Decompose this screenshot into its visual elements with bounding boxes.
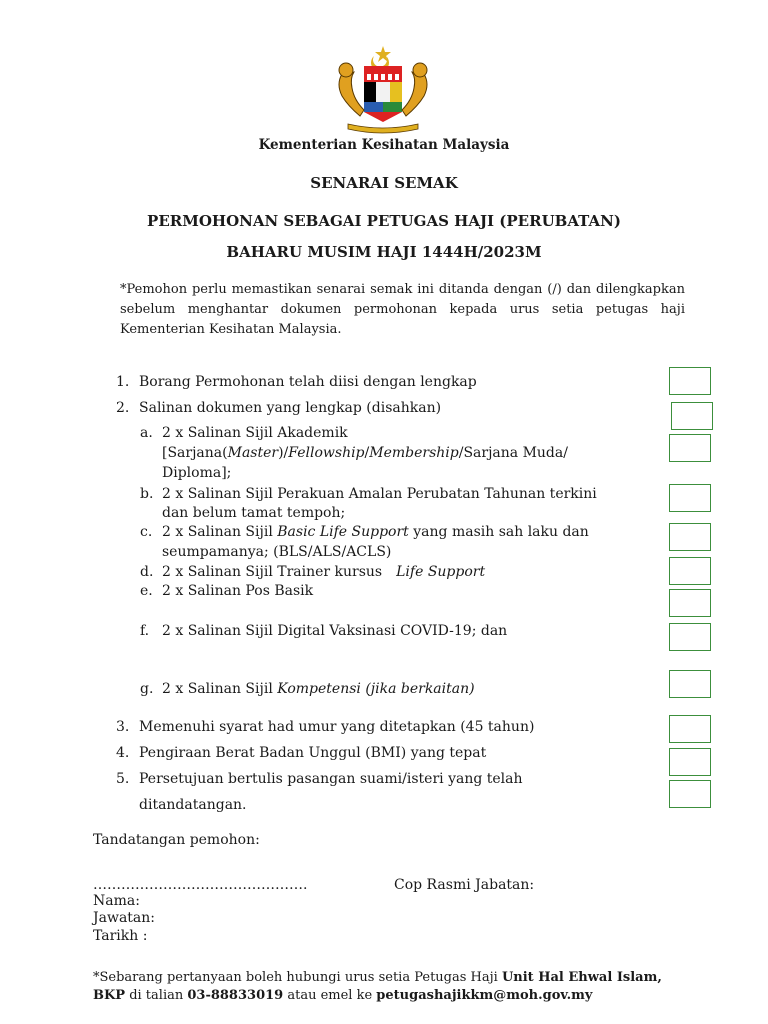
sub-item-g: 2 x Salinan Sijil Kompetensi (jika berkaitan) (162, 681, 475, 697)
subtitle-line-1: PERMOHONAN SEBAGAI PETUGAS HAJI (PERUBATAN) (147, 212, 621, 230)
checklist-item-5-line-2: ditandatangan. (139, 797, 247, 813)
checkbox-item-5[interactable] (669, 780, 711, 808)
ministry-name: Kementerian Kesihatan Malaysia (258, 137, 510, 153)
checkbox-item-2[interactable] (671, 402, 713, 430)
sub-item-letter: f. (140, 623, 150, 639)
checkbox-sub-item-b[interactable] (669, 484, 711, 512)
date-label: Tarikh : (93, 928, 148, 944)
checkbox-sub-item-c[interactable] (669, 523, 711, 551)
item-number: 1. (116, 374, 130, 390)
sub-item-c-line-1: 2 x Salinan Sijil Basic Life Support yang masih sah laku dan (162, 524, 589, 540)
sub-item-letter: e. (140, 583, 153, 599)
subtitle-line-2: BAHARU MUSIM HAJI 1444H/2023M (226, 243, 542, 261)
checkbox-sub-item-f[interactable] (669, 623, 711, 651)
sub-item-e: 2 x Salinan Pos Basik (162, 583, 314, 599)
item-number: 3. (116, 719, 130, 735)
checkbox-sub-item-g[interactable] (669, 670, 711, 698)
sub-item-letter: b. (140, 486, 154, 502)
crest-emblem (322, 44, 444, 134)
contact-email: petugashajikkm@moh.gov.my (376, 988, 593, 1003)
position-label: Jawatan: (93, 910, 155, 926)
checklist-item-4: Pengiraan Berat Badan Unggul (BMI) yang tepat (139, 745, 487, 761)
sub-item-f: 2 x Salinan Sijil Digital Vaksinasi COVID-19; dan (162, 623, 508, 639)
sub-item-a-line-3: Diploma]; (162, 465, 232, 481)
stamp-label: Cop Rasmi Jabatan: (394, 877, 535, 893)
sub-item-b-line-1: 2 x Salinan Sijil Perakuan Amalan Perubatan Tahunan terkini (162, 486, 597, 502)
signature-line: ………………………………………. (93, 877, 308, 893)
sub-item-a-line-1: 2 x Salinan Sijil Akademik (162, 425, 348, 441)
signature-label: Tandatangan pemohon: (93, 832, 260, 848)
checkbox-item-4[interactable] (669, 748, 711, 776)
sub-item-letter: d. (140, 564, 154, 580)
sub-item-letter: c. (140, 524, 153, 540)
item-number: 5. (116, 771, 130, 787)
page-title: SENARAI SEMAK (310, 174, 458, 192)
footer-line-1: *Sebarang pertanyaan boleh hubungi urus setia Petugas Haji Unit Hal Ehwal Islam, (93, 970, 662, 985)
sub-item-c-line-2: seumpamanya; (BLS/ALS/ACLS) (162, 544, 392, 560)
footer-line-2: BKP di talian 03-88833019 atau emel ke petugashajikkm@moh.gov.my (93, 988, 593, 1003)
instruction-note: *Pemohon perlu memastikan senarai semak ini ditanda dengan (/) dan dilengkapkan sebelum menghantar dokumen permohonan kepada urus setia petugas haji Kementerian Kesihatan Malaysia. (120, 282, 685, 337)
sub-item-d: 2 x Salinan Sijil Trainer kursus Life Support (162, 564, 486, 580)
checklist-item-3: Memenuhi syarat had umur yang ditetapkan (45 tahun) (139, 719, 535, 735)
checklist-item-1: Borang Permohonan telah diisi dengan lengkap (139, 374, 477, 390)
name-label: Nama: (93, 893, 140, 909)
checkbox-sub-item-e[interactable] (669, 589, 711, 617)
item-number: 4. (116, 745, 130, 761)
checkbox-sub-item-a[interactable] (669, 434, 711, 462)
checklist-item-5-line-1: Persetujuan bertulis pasangan suami/isteri yang telah (139, 771, 523, 787)
sub-item-b-line-2: dan belum tamat tempoh; (162, 505, 346, 521)
sub-item-a-line-2: [Sarjana(Master)/Fellowship/Membership/Sarjana Muda/ (162, 445, 568, 461)
checkbox-sub-item-d[interactable] (669, 557, 711, 585)
checkbox-item-1[interactable] (669, 367, 711, 395)
item-number: 2. (116, 400, 130, 416)
checklist-item-2: Salinan dokumen yang lengkap (disahkan) (139, 400, 442, 416)
sub-item-letter: a. (140, 425, 153, 441)
sub-item-letter: g. (140, 681, 154, 697)
checkbox-item-3[interactable] (669, 715, 711, 743)
